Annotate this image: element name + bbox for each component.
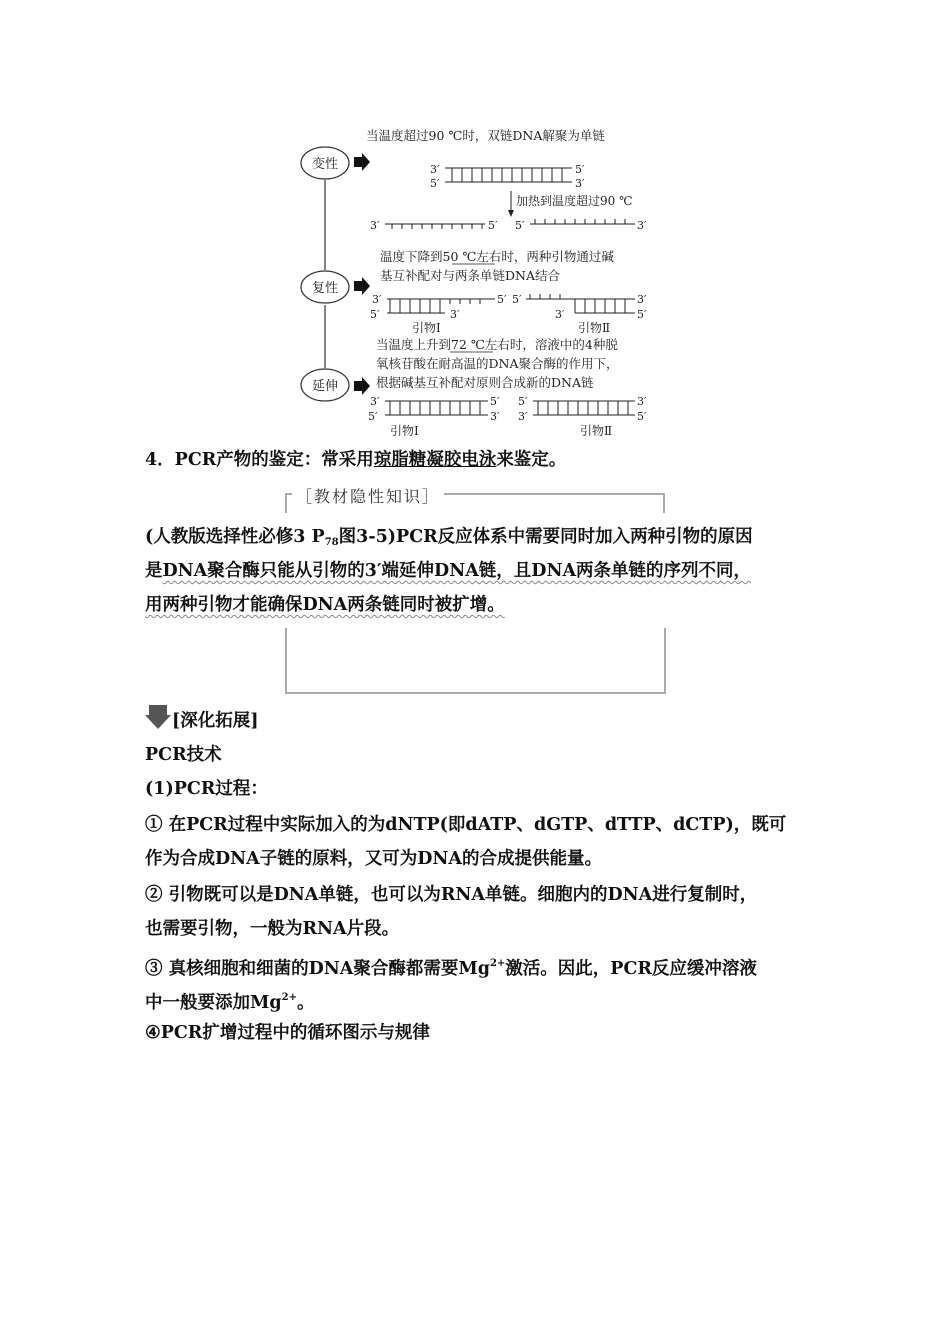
svg-text:5′: 5′ bbox=[490, 395, 500, 408]
svg-text:3′: 3′ bbox=[637, 293, 647, 306]
svg-text:引物Ⅰ: 引物Ⅰ bbox=[390, 424, 419, 438]
extend-caption-1: 当温度上升到72 ℃左右时，溶液中的4种脱 bbox=[376, 337, 618, 352]
svg-text:3′: 3′ bbox=[490, 410, 500, 423]
extend-caption-2: 氧核苷酸在耐高温的DNA聚合酶的作用下， bbox=[376, 356, 619, 371]
point-3-line-1: ③ 真核细胞和细菌的DNA聚合酶都需要$Mg^{2+}$激活。因此，PCR反应缓冲溶液 bbox=[145, 958, 757, 979]
point-1-line-1: ① 在PCR过程中实际加入的为dNTP(即dATP、dGTP、dTTP、dCTP)，既可 bbox=[145, 815, 787, 835]
extend-caption-3: 根据碱基互补配对原则合成新的DNA链 bbox=[376, 375, 594, 390]
svg-text:3′: 3′ bbox=[637, 219, 647, 232]
double-strand-dna bbox=[430, 163, 585, 190]
svg-text:5′: 5′ bbox=[575, 163, 585, 176]
point-3-line-2: 中一般要添加$Mg^{2+}$。 bbox=[145, 992, 315, 1013]
arrow-down-icon bbox=[145, 705, 171, 729]
svg-text:3′: 3′ bbox=[575, 177, 585, 190]
knowledge-line-2: 是DNA聚合酶只能从引物的3′端延伸DNA链，且DNA两条单链的序列不同， bbox=[145, 561, 752, 581]
heat-caption: 加热到温度超过90 ℃ bbox=[516, 194, 633, 208]
svg-text:5′: 5′ bbox=[515, 219, 525, 232]
anneal-caption-1: 温度下降到50 ℃左右时，两种引物通过碱 bbox=[380, 249, 614, 264]
point-1-line-2: 作为合成DNA子链的原料，又可为DNA的合成提供能量。 bbox=[145, 849, 602, 869]
knowledge-box-title: ［教材隐性知识］ bbox=[292, 484, 444, 507]
svg-text:5′: 5′ bbox=[512, 293, 522, 306]
svg-text:引物Ⅱ: 引物Ⅱ bbox=[580, 424, 613, 438]
pcr-process-figure bbox=[290, 125, 670, 445]
item-4-identification bbox=[145, 443, 825, 477]
knowledge-line-3: 用两种引物才能确保DNA两条链同时被扩增。 bbox=[145, 595, 505, 615]
svg-text:5′: 5′ bbox=[497, 293, 507, 306]
svg-text:3′: 3′ bbox=[450, 308, 460, 321]
svg-text:延伸: 延伸 bbox=[311, 379, 339, 394]
extension-topic: PCR技术 bbox=[145, 745, 222, 765]
svg-text:5′: 5′ bbox=[637, 308, 647, 321]
svg-text:5′: 5′ bbox=[430, 177, 440, 190]
item-4-prefix: 4．PCR产物的鉴定：常采用 bbox=[145, 450, 374, 470]
stage-denature bbox=[301, 147, 370, 179]
svg-text:5′: 5′ bbox=[370, 308, 380, 321]
point-4: ④PCR扩增过程中的循环图示与规律 bbox=[145, 1023, 430, 1043]
single-strands bbox=[370, 219, 647, 232]
extended-strands bbox=[368, 395, 647, 438]
svg-text:3′: 3′ bbox=[370, 395, 380, 408]
denature-caption: 当温度超过90 ℃时，双链DNA解聚为单链 bbox=[366, 128, 605, 143]
point-2-line-1: ② 引物既可以是DNA单链，也可以为RNA单链。细胞内的DNA进行复制时， bbox=[145, 885, 758, 905]
extension-heading: [深化拓展] bbox=[172, 711, 259, 731]
svg-text:3′: 3′ bbox=[555, 308, 565, 321]
item-4-method: 琼脂糖凝胶电泳 bbox=[373, 450, 497, 470]
anneal-caption-2: 基互补配对与两条单链DNA结合 bbox=[380, 268, 560, 283]
svg-text:5′: 5′ bbox=[637, 410, 647, 423]
svg-text:引物Ⅱ: 引物Ⅱ bbox=[578, 321, 611, 335]
svg-text:5′: 5′ bbox=[488, 219, 498, 232]
svg-text:5′: 5′ bbox=[368, 410, 378, 423]
stage-extend bbox=[301, 369, 370, 401]
svg-text:3′: 3′ bbox=[430, 163, 440, 176]
knowledge-box-bottom-border bbox=[285, 628, 666, 694]
knowledge-line-1: (人教版选择性必修3 $P_{78}$图3-5)PCR反应体系中需要同时加入两种引物的原因 bbox=[145, 527, 753, 548]
stage-anneal bbox=[301, 271, 370, 303]
svg-text:变性: 变性 bbox=[311, 157, 339, 172]
svg-text:3′: 3′ bbox=[637, 395, 647, 408]
svg-text:3′: 3′ bbox=[518, 410, 528, 423]
point-2-line-2: 也需要引物，一般为RNA片段。 bbox=[145, 919, 400, 939]
svg-text:3′: 3′ bbox=[370, 219, 380, 232]
annealed-strands bbox=[370, 293, 647, 335]
svg-text:5′: 5′ bbox=[518, 395, 528, 408]
extension-subheading: (1)PCR过程： bbox=[145, 779, 268, 799]
svg-text:引物Ⅰ: 引物Ⅰ bbox=[412, 321, 441, 335]
item-4-suffix: 来鉴定。 bbox=[496, 450, 567, 470]
svg-text:复性: 复性 bbox=[311, 281, 339, 296]
svg-text:3′: 3′ bbox=[372, 293, 382, 306]
